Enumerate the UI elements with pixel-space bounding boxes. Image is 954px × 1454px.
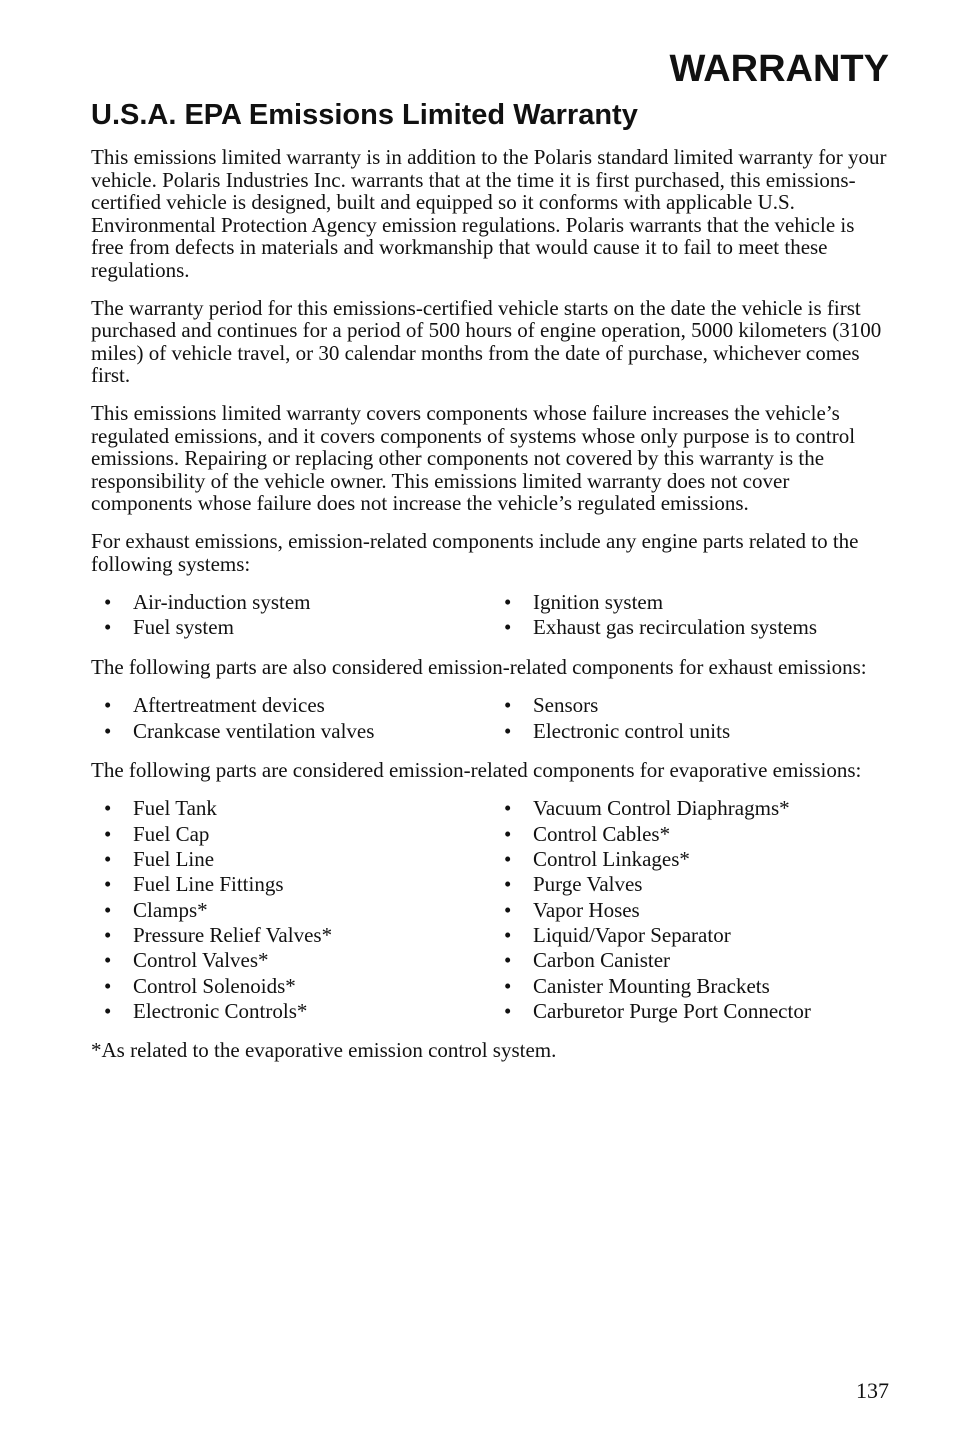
list-item <box>91 974 491 999</box>
list-item-text: Ignition system <box>533 590 664 615</box>
list-item-text: Control Solenoids* <box>133 973 296 998</box>
page-number: 137 <box>856 1378 889 1403</box>
list-item-text: Pressure Relief Valves* <box>133 922 333 947</box>
paragraph-evaporative-parts-intro: The following parts are considered emission-related components for evaporative emissions: <box>91 757 862 782</box>
exhaust-systems-list <box>91 590 889 641</box>
list-item-text: Carbon Canister <box>533 948 671 973</box>
list-item <box>491 796 889 821</box>
list-item-text: Vapor Hoses <box>533 897 640 922</box>
list-item-text: Sensors <box>533 693 599 718</box>
bullet-icon: • <box>504 973 512 998</box>
exhaust-parts-list <box>91 693 889 744</box>
list-item-text: Crankcase ventilation valves <box>133 718 375 743</box>
list-item-text: Electronic Controls* <box>133 998 308 1023</box>
list-item-text: Aftertreatment devices <box>133 693 325 718</box>
document-body <box>91 98 889 1062</box>
bullet-icon: • <box>504 998 512 1023</box>
bullet-icon: • <box>504 948 512 973</box>
bullet-icon: • <box>104 693 112 718</box>
list-item <box>491 999 889 1024</box>
list-item <box>491 590 889 615</box>
footnote: *As related to the evaporative emission control system. <box>91 1038 557 1063</box>
list-item-text: Liquid/Vapor Separator <box>533 922 731 947</box>
list-item-text: Fuel system <box>133 615 234 640</box>
list-item-text: Control Cables* <box>533 821 671 846</box>
list-item <box>491 898 889 923</box>
bullet-icon: • <box>104 796 112 821</box>
bullet-icon: • <box>104 922 112 947</box>
list-item <box>91 615 491 640</box>
bullet-icon: • <box>504 821 512 846</box>
list-item-text: Canister Mounting Brackets <box>533 973 770 998</box>
bullet-icon: • <box>104 615 112 640</box>
bullet-icon: • <box>504 796 512 821</box>
list-item-text: Air-induction system <box>133 590 311 615</box>
list-item <box>491 693 889 718</box>
list-item <box>491 615 889 640</box>
list-item <box>491 847 889 872</box>
bullet-icon: • <box>504 718 512 743</box>
list-item-text: Purge Valves <box>533 872 643 897</box>
list-item <box>91 822 491 847</box>
list-item-text: Clamps* <box>133 897 208 922</box>
evaporative-parts-list <box>91 796 889 1024</box>
list-item-text: Electronic control units <box>533 718 731 743</box>
list-item-text: Control Linkages* <box>533 847 690 872</box>
list-item <box>91 847 491 872</box>
paragraph-intro: This emissions limited warranty is in addition to the Polaris standard limited warranty for your vehicle. Polaris Industries Inc. warrants that at the time it is first purchased, this emissions-certified vehicle is designed, built and equipped so it conforms with applicable U.S. Environmental Protection Agency emission regulations. Polaris warrants that the vehicle is free from defects in materials and workmanship that would cause it to fail to meet these regulations. <box>91 145 887 282</box>
list-item <box>91 590 491 615</box>
list-item <box>91 719 491 744</box>
list-item-text: Fuel Line <box>133 847 215 872</box>
bullet-icon: • <box>104 821 112 846</box>
bullet-icon: • <box>504 872 512 897</box>
list-item <box>91 923 491 948</box>
section-title: U.S.A. EPA Emissions Limited Warranty <box>91 99 638 131</box>
list-item <box>91 693 491 718</box>
list-item-text: Vacuum Control Diaphragms* <box>533 796 790 821</box>
list-item <box>491 974 889 999</box>
bullet-icon: • <box>104 847 112 872</box>
list-item <box>91 898 491 923</box>
list-item-text: Fuel Line Fittings <box>133 872 284 897</box>
list-item <box>491 822 889 847</box>
bullet-icon: • <box>104 948 112 973</box>
list-item-text: Fuel Cap <box>133 821 210 846</box>
bullet-icon: • <box>504 693 512 718</box>
list-item <box>91 796 491 821</box>
list-item <box>91 872 491 897</box>
list-item-text: Fuel Tank <box>133 796 217 821</box>
list-item-text: Carburetor Purge Port Connector <box>533 998 811 1023</box>
bullet-icon: • <box>104 973 112 998</box>
paragraph-warranty-period: The warranty period for this emissions-certified vehicle starts on the date the vehicle is first purchased and continues for a period of 500 hours of engine operation, 5000 kilometers (3100 miles) of vehicle travel, or 30 calendar months from the date of purchase, whichever comes first. <box>91 295 882 388</box>
bullet-icon: • <box>104 897 112 922</box>
bullet-icon: • <box>504 847 512 872</box>
bullet-icon: • <box>104 998 112 1023</box>
paragraph-exhaust-parts-intro: The following parts are also considered emission-related components for exhaust emissions: <box>91 654 867 679</box>
page-header-title: WARRANTY <box>669 48 889 90</box>
list-item <box>91 948 491 973</box>
list-item-text: Exhaust gas recirculation systems <box>533 615 818 640</box>
bullet-icon: • <box>104 872 112 897</box>
list-item <box>491 923 889 948</box>
bullet-icon: • <box>504 590 512 615</box>
bullet-icon: • <box>104 718 112 743</box>
bullet-icon: • <box>504 922 512 947</box>
list-item <box>91 999 491 1024</box>
list-item <box>491 719 889 744</box>
list-item-text: Control Valves* <box>133 948 269 973</box>
bullet-icon: • <box>104 590 112 615</box>
list-item <box>491 948 889 973</box>
paragraph-coverage: This emissions limited warranty covers components whose failure increases the vehicle’s regulated emissions, and it covers components of systems whose only purpose is to control emissions. Repairing or replacing other components not covered by this warranty is the responsibility of the vehicle owner. This emissions limited warranty does not cover components whose failure does not increase the vehicle’s regulated emissions. <box>91 400 856 516</box>
list-item <box>491 872 889 897</box>
paragraph-exhaust-systems-intro: For exhaust emissions, emission-related components include any engine parts related to the following systems: <box>91 528 859 576</box>
bullet-icon: • <box>504 897 512 922</box>
bullet-icon: • <box>504 615 512 640</box>
